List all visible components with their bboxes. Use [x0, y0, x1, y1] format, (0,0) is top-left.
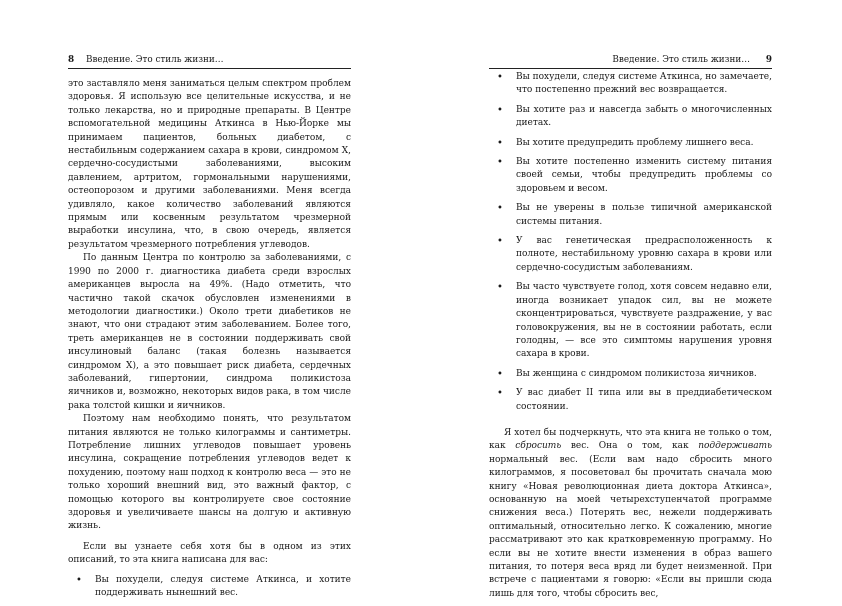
text-run: нормальный вес. (Если вам надо сбросить много килограммов, я посоветовал бы прочитать сначала мою книгу «Новая революционная диета доктора Аткинса», основанную на моей четырехступенчатой программе снижения веса.) Потерять вес, нежели поддерживать оптимальный, относительно легко. К сожалению, многие рассматривают это как кратковременную программу. Но если вы не хотите внести изменения в образ вашего питания, то потеря веса вряд ли будет неизменной. При встрече с пациентами я говорю: «Если вы пришли сюда лишь для того, чтобы сбросить вес,	[489, 454, 772, 599]
left-page-header	[68, 52, 351, 69]
list-item: • Вы хотите постепенно изменить систему питания своей семьи, чтобы предупредить проблемы со здоровьем и весом.	[516, 156, 772, 196]
running-head: Введение. Это стиль жизни…	[86, 55, 224, 65]
page-number: 9	[765, 55, 772, 65]
right-page-header	[489, 52, 772, 69]
list-item: • Вы женщина с синдромом поликистоза яичников.	[516, 368, 772, 381]
text-run: вес. Она о том, как	[561, 441, 699, 452]
paragraph: это заставляло меня заниматься целым спектром проблем здоровья. Я использую все целительные искусства, и не только лекарства, но и природные препараты. В Центре вспомогательной медицины Аткинса в Нью-Йорке мы принимаем пациентов, больных диабетом, с нестабильным содержанием сахара в крови, синдромом X, сердечно-сосудистыми заболеваниями, высоким давлением, артритом, гормональными нарушениями, остеопорозом и другими заболеваниями. Меня всегда удивляло, какое количество заболеваний являются прямым или косвенным результатом чрезмерной выработки инсулина, что, в свою очередь, является результатом чрезмерного потребления углеводов.	[68, 79, 351, 250]
list-item: • Вы хотите раз и навсегда забыть о многочисленных диетах.	[516, 104, 772, 131]
list-item: • У вас генетическая предрасположенность к полноте, нестабильному уровню сахара в крови или сердечно-сосудистым заболеваниям.	[516, 235, 772, 275]
bullet-list	[68, 574, 351, 601]
right-page-body	[489, 71, 772, 601]
left-page	[68, 0, 351, 599]
bullet-list	[489, 71, 772, 414]
left-page-body	[68, 78, 351, 606]
list-item: • У вас диабет II типа или вы в преддиабетическом состоянии.	[516, 387, 772, 414]
list-item: • Вы не уверены в пользе типичной американской системы питания.	[516, 202, 772, 229]
spacer	[489, 420, 772, 427]
list-item: • Вы часто чувствуете голод, хотя совсем недавно ели, иногда возникает упадок сил, вы не можете сконцентрироваться, чувствуете раздражение, у вас головокружения, вы не в состоянии работать, если голодны, — все это симптомы нарушения уровня сахара в крови.	[516, 281, 772, 361]
paragraph	[489, 427, 772, 601]
paragraph: Поэтому нам необходимо понять, что результатом питания являются не только килограммы и сантиметры. Потребление лишних углеводов повышает уровень инсулина, сокращение потребления углеводов ведет к похудению, поэтому наш подход к контролю веса — это не только хороший внешний вид, это важный фактор, с помощью которого вы контролируете свое состояние здоровья и увеличиваете шансы на долгую и активную жизнь.	[68, 414, 351, 532]
list-item: • Вы хотите предупредить проблему лишнего веса.	[516, 137, 772, 150]
spacer	[68, 534, 351, 541]
text-run: Я хотел бы подчеркнуть, что эта книга не только о том, как	[489, 427, 772, 452]
emphasis: сбросить	[515, 441, 562, 452]
running-head: Введение. Это стиль жизни…	[612, 55, 750, 65]
paragraph: По данным Центра по контролю за заболеваниями, с 1990 по 2000 г. диагностика диабета среди взрослых американцев выросла на 49%. (Надо отметить, что частично такой скачок обусловлен изменениями в методологии диагностики.) Около трети диабетиков не знают, что они страдают этим заболеванием. Более того, треть американцев не в состоянии поддерживать свой инсулиновый баланс (такая болезнь называется синдромом X), а это повышает риск диабета, сердечных заболеваний, гипертонии, синдрома поликистоза яичников и, возможно, некоторых видов рака, в том числе рака толстой кишки и яичников.	[68, 253, 351, 411]
page-number: 8	[68, 55, 75, 65]
emphasis: поддерживать	[698, 441, 772, 452]
list-item: • Вы похудели, следуя системе Аткинса, и хотите поддерживать нынешний вес.	[95, 574, 351, 601]
list-item: • Вы похудели, следуя системе Аткинса, но замечаете, что постепенно прежний вес возвращается.	[516, 71, 772, 98]
paragraph: Если вы узнаете себя хотя бы в одном из этих описаний, то эта книга написана для вас:	[68, 541, 351, 566]
right-page	[489, 0, 772, 599]
